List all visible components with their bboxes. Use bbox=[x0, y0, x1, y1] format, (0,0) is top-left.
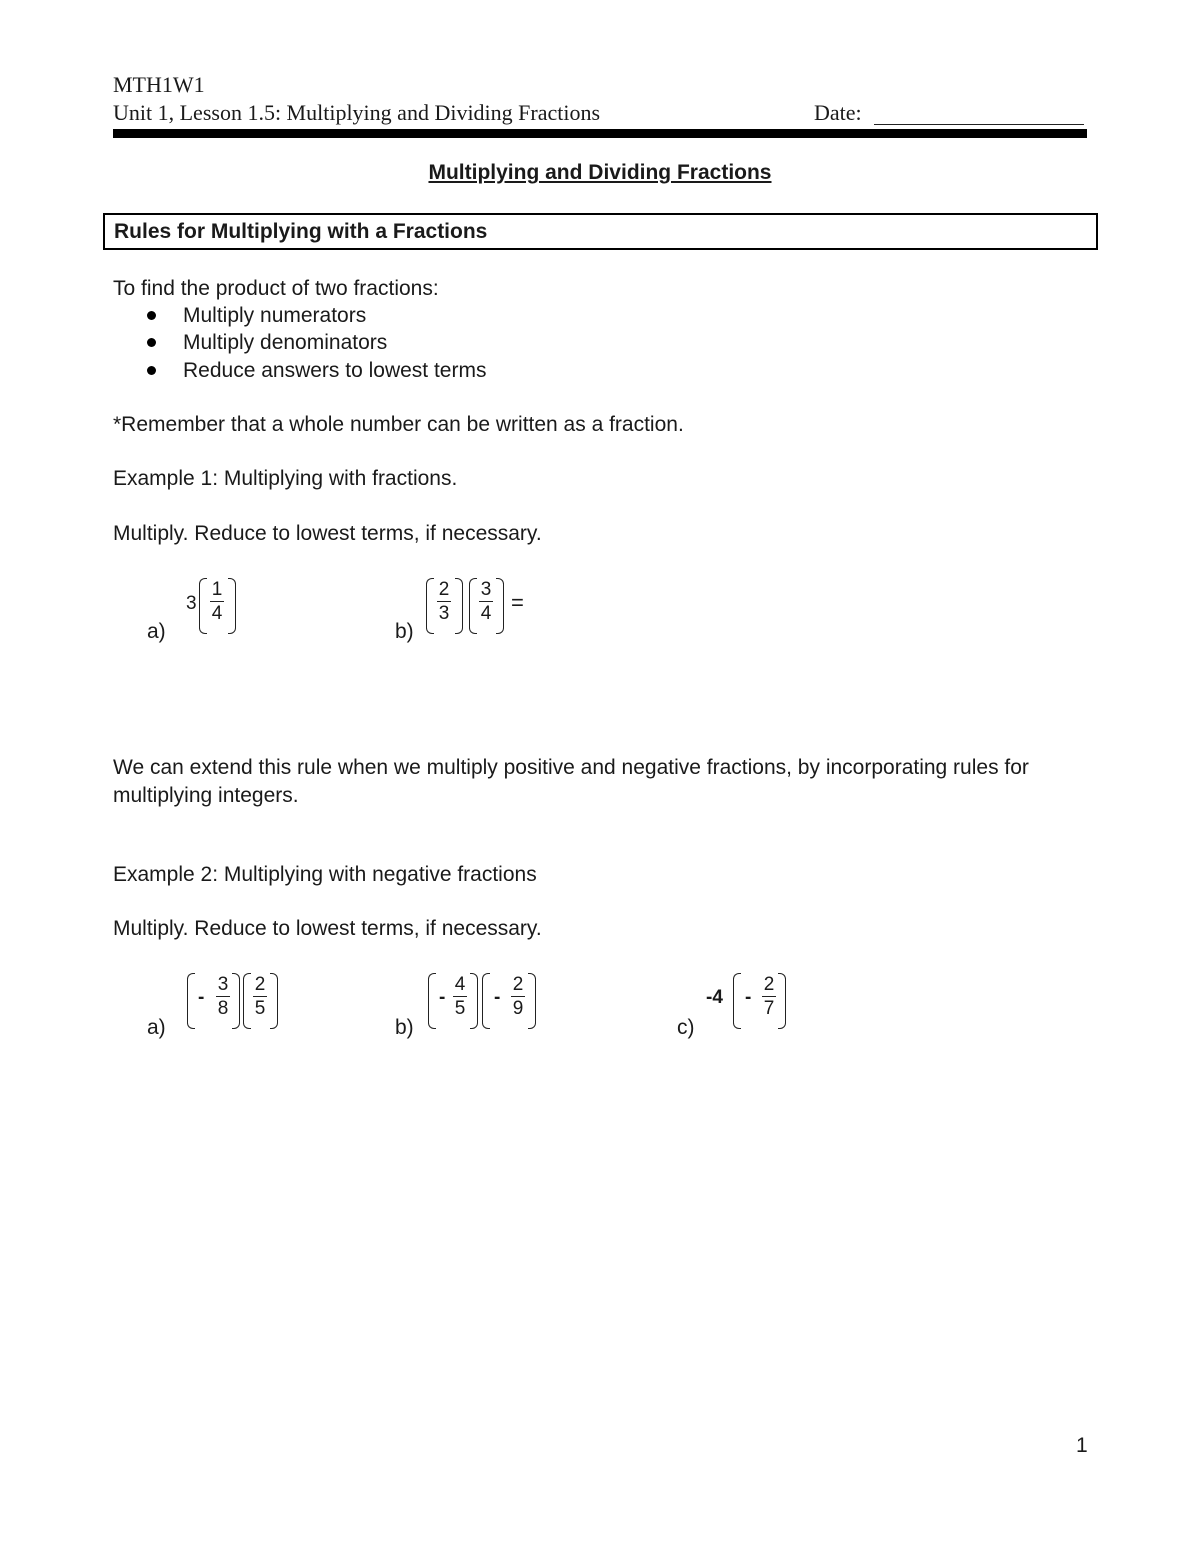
right-paren bbox=[778, 973, 786, 1029]
numerator: 4 bbox=[454, 974, 466, 995]
example2-b-label: b) bbox=[395, 1016, 414, 1039]
negative-sign: - bbox=[439, 987, 446, 1008]
rules-box-title: Rules for Multiplying with a Fractions bbox=[114, 220, 488, 243]
right-paren bbox=[232, 973, 240, 1029]
denominator: 8 bbox=[217, 998, 229, 1019]
fraction-bar bbox=[437, 601, 451, 602]
example2-c-label: c) bbox=[677, 1016, 695, 1039]
fraction bbox=[436, 579, 452, 624]
date-label: Date: bbox=[814, 100, 862, 125]
lesson-title: Unit 1, Lesson 1.5: Multiplying and Dividing Fractions bbox=[113, 100, 601, 125]
course-code: MTH1W1 bbox=[113, 72, 205, 97]
bullet-icon bbox=[147, 311, 156, 320]
right-paren bbox=[528, 973, 536, 1029]
fraction bbox=[209, 579, 225, 624]
fraction bbox=[215, 974, 231, 1019]
date-blank-line[interactable] bbox=[874, 124, 1084, 125]
example1-heading: Example 1: Multiplying with fractions. bbox=[113, 467, 458, 490]
negative-sign: - bbox=[198, 987, 205, 1008]
right-paren bbox=[270, 973, 278, 1029]
denominator: 7 bbox=[763, 998, 775, 1019]
fraction bbox=[761, 974, 777, 1019]
fraction-bar bbox=[216, 996, 230, 997]
numerator: 3 bbox=[217, 974, 229, 995]
fraction-bar bbox=[253, 996, 267, 997]
example1-b-label: b) bbox=[395, 620, 414, 643]
left-paren bbox=[243, 973, 251, 1029]
intro-text: To find the product of two fractions: bbox=[113, 277, 439, 300]
left-paren bbox=[426, 578, 434, 634]
left-paren bbox=[482, 973, 490, 1029]
fraction-bar bbox=[453, 996, 467, 997]
fraction-bar bbox=[511, 996, 525, 997]
denominator: 5 bbox=[254, 998, 266, 1019]
fraction bbox=[478, 579, 494, 624]
negative-sign: - bbox=[494, 987, 501, 1008]
numerator: 2 bbox=[438, 579, 450, 600]
example2-instruction: Multiply. Reduce to lowest terms, if necessary. bbox=[113, 917, 542, 940]
left-paren bbox=[199, 578, 207, 634]
remember-note: *Remember that a whole number can be written as a fraction. bbox=[113, 413, 684, 436]
bullet-item: Multiply denominators bbox=[183, 331, 388, 354]
page-title: Multiplying and Dividing Fractions bbox=[428, 161, 772, 184]
numerator: 1 bbox=[211, 579, 223, 600]
rules-box bbox=[103, 213, 1098, 250]
denominator: 4 bbox=[211, 603, 223, 624]
fraction-bar bbox=[210, 601, 224, 602]
bullet-item: Reduce answers to lowest terms bbox=[183, 359, 487, 382]
denominator: 4 bbox=[480, 603, 492, 624]
left-paren bbox=[187, 973, 195, 1029]
whole-number: -4 bbox=[706, 987, 723, 1008]
example1-instruction: Multiply. Reduce to lowest terms, if necessary. bbox=[113, 522, 542, 545]
example2-a-label: a) bbox=[147, 1016, 166, 1039]
numerator: 2 bbox=[512, 974, 524, 995]
left-paren bbox=[469, 578, 477, 634]
bullet-icon bbox=[147, 338, 156, 347]
whole-number: 3 bbox=[186, 593, 197, 614]
fraction-bar bbox=[762, 996, 776, 997]
numerator: 3 bbox=[480, 579, 492, 600]
left-paren bbox=[428, 973, 436, 1029]
left-paren bbox=[733, 973, 741, 1029]
numerator: 2 bbox=[763, 974, 775, 995]
fraction bbox=[252, 974, 268, 1019]
fraction-bar bbox=[479, 601, 493, 602]
example2-heading: Example 2: Multiplying with negative fractions bbox=[113, 863, 537, 886]
right-paren bbox=[228, 578, 236, 634]
right-paren bbox=[455, 578, 463, 634]
right-paren bbox=[496, 578, 504, 634]
negative-sign: - bbox=[745, 987, 752, 1008]
denominator: 5 bbox=[454, 998, 466, 1019]
right-paren bbox=[470, 973, 478, 1029]
header-divider bbox=[113, 129, 1087, 138]
denominator: 3 bbox=[438, 603, 450, 624]
fraction bbox=[510, 974, 526, 1019]
example1-a-label: a) bbox=[147, 620, 166, 643]
extend-paragraph: We can extend this rule when we multiply positive and negative fractions, by incorporating rules for multiplying integers. bbox=[113, 756, 1029, 807]
page-number: 1 bbox=[1076, 1434, 1088, 1457]
equals-sign: = bbox=[511, 590, 524, 615]
numerator: 2 bbox=[254, 974, 266, 995]
denominator: 9 bbox=[512, 998, 524, 1019]
fraction bbox=[452, 974, 468, 1019]
bullet-icon bbox=[147, 366, 156, 375]
bullet-item: Multiply numerators bbox=[183, 304, 367, 327]
